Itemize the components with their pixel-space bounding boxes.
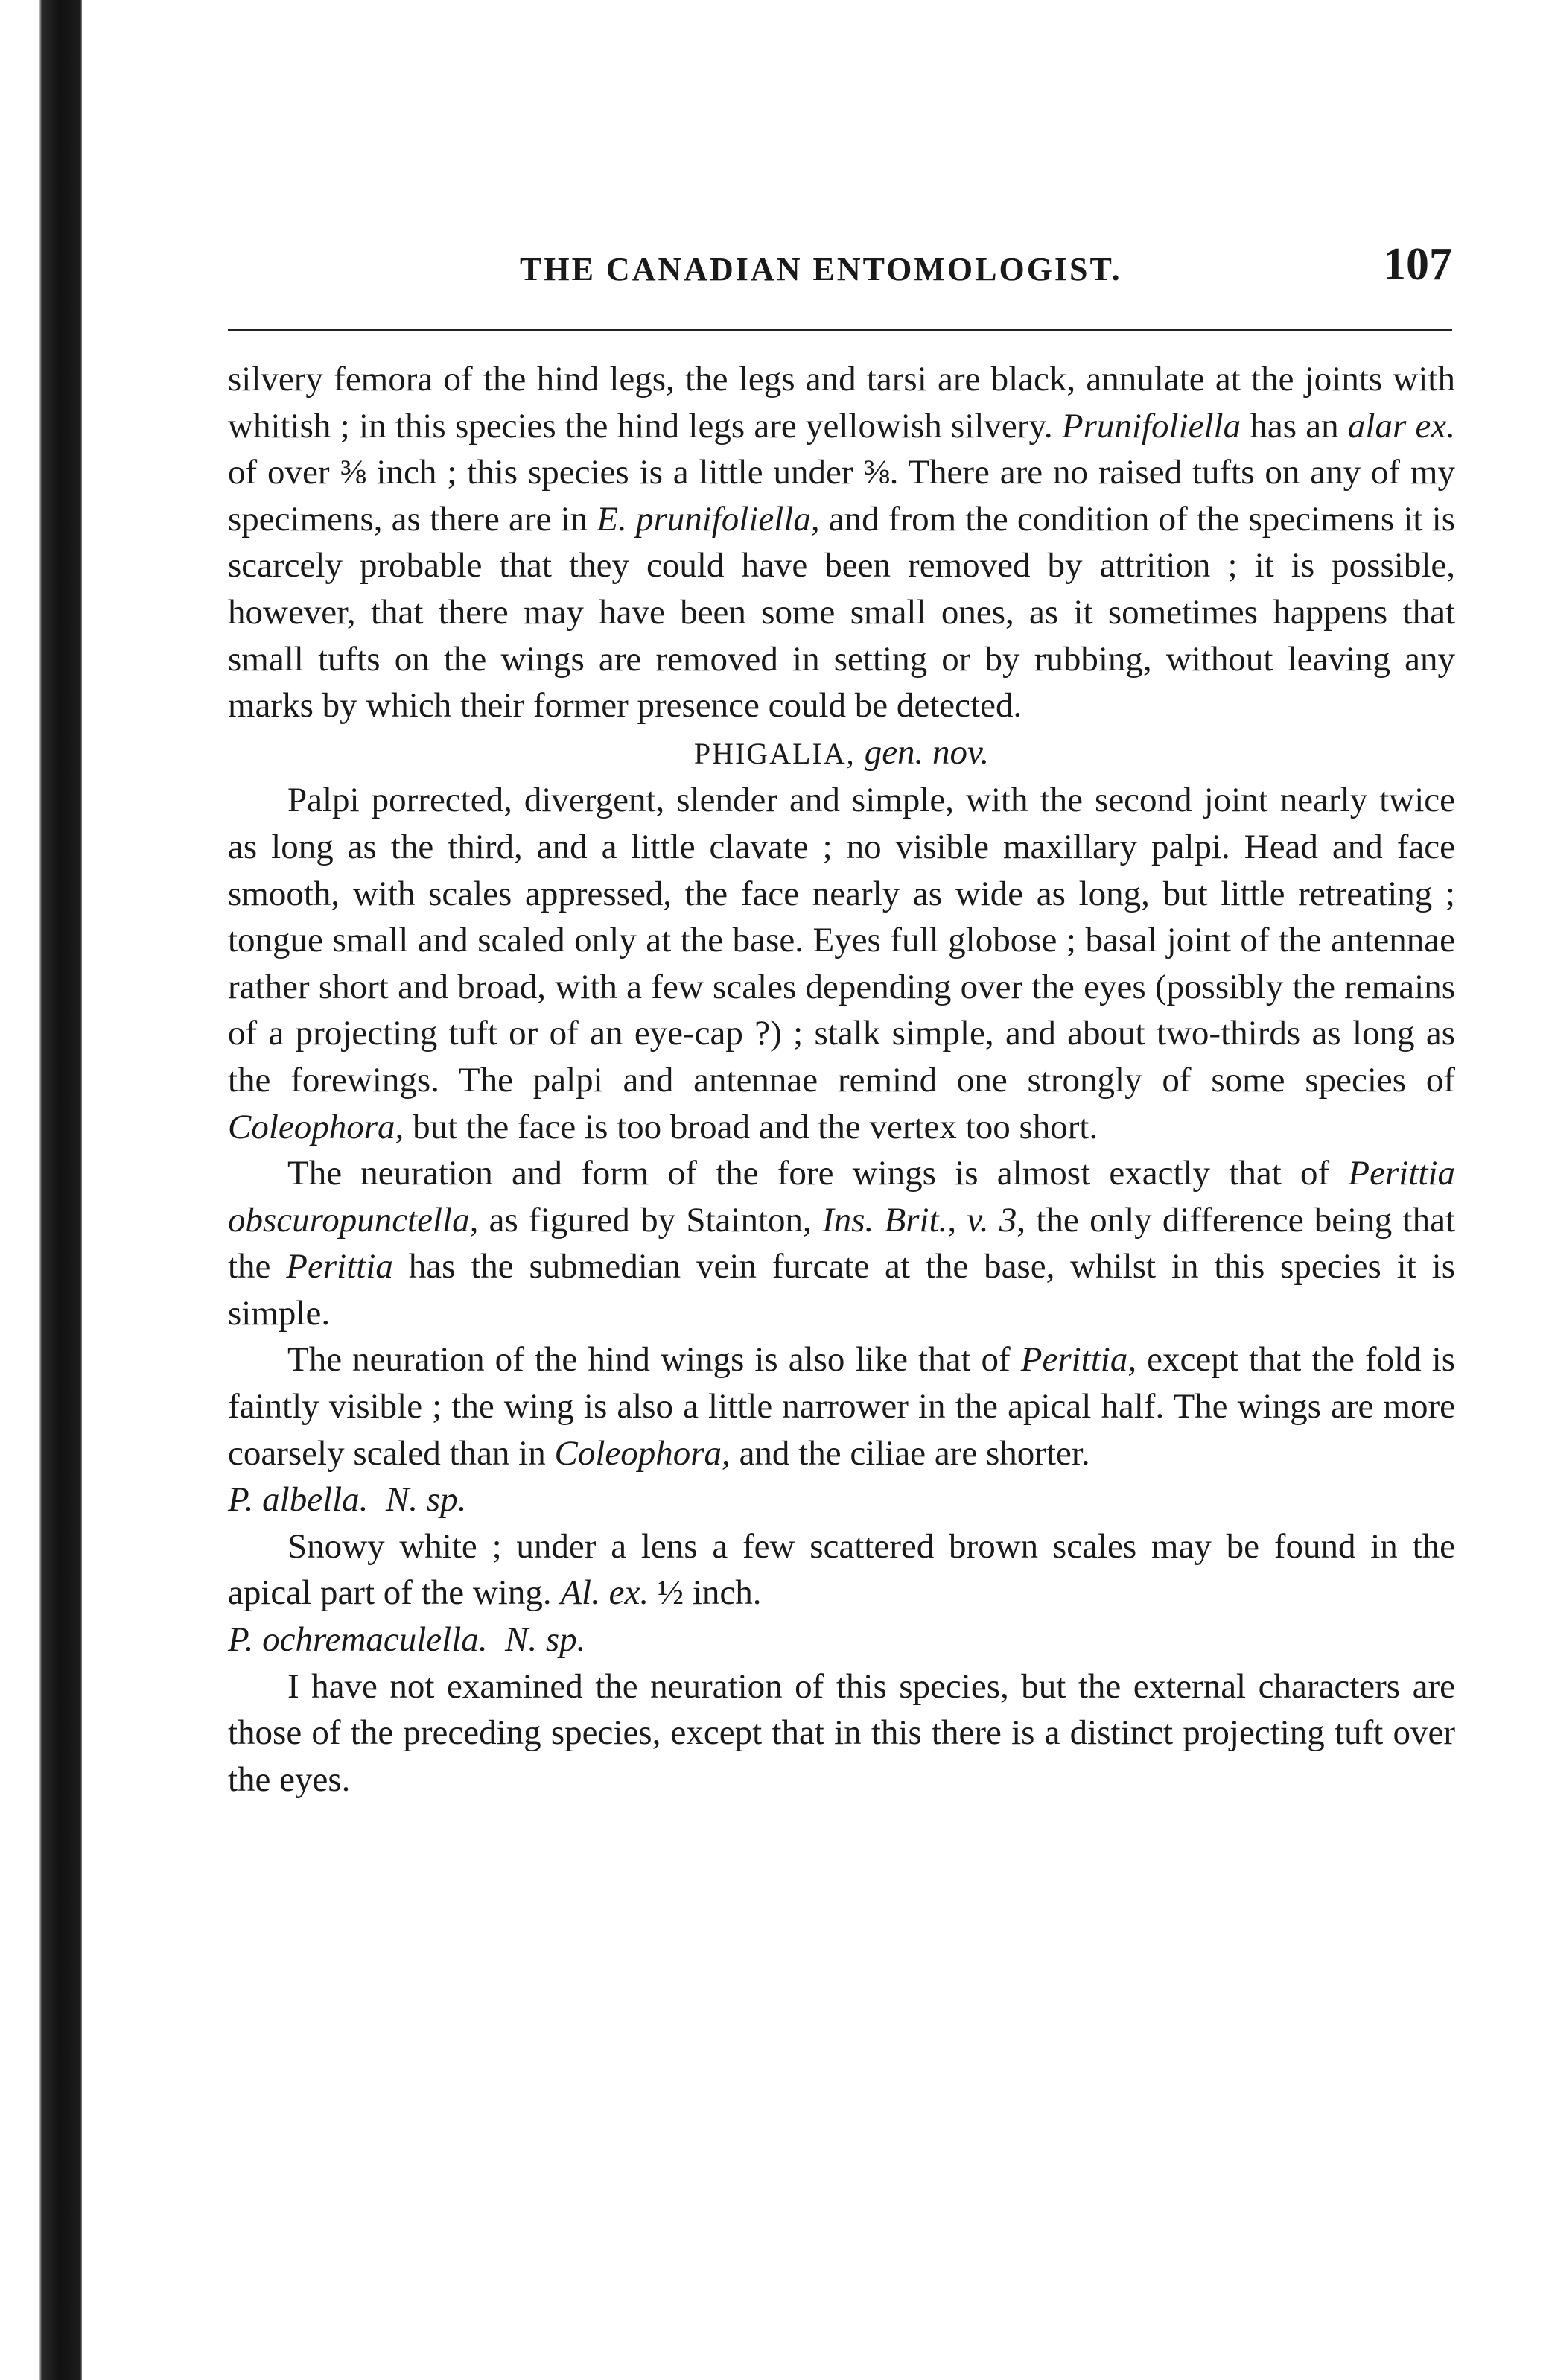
paragraph-genus-description: Palpi porrected, divergent, slender and simple, with the second joint nearly twice as long as the third, and a little clavate ; no visible maxillary palpi. Head and face smooth, with scales appressed, the face nearly as wide as long, but little retreating ; tongue small and scaled only at the base. Eyes full globose ; basal joint of the antennae rather short and broad, with a few scales depending over the eyes (possibly the remains of a projecting tuft or of an eye-cap ?) ; stalk simple, and about two-thirds as long as the forewings. The palpi and antennae remind one strongly of some species of Coleophora, but the face is too broad and the vertex too short.	[228, 781, 1455, 1146]
species-heading-ochremaculella: P. ochremaculella. N. sp.	[228, 1620, 586, 1660]
page-header	[223, 238, 1452, 298]
running-title: THE CANADIAN ENTOMOLOGIST.	[520, 251, 1122, 288]
species-heading-albella: P. albella. N. sp.	[228, 1480, 467, 1520]
paragraph-hind-wings: The neuration of the hind wings is also like that of Perittia, except that the fold is faintly visible ; the wing is also a little narrower in the apical half. The wings are more coarsely scaled than in Coleophora, and the ciliae are shorter.	[228, 1340, 1455, 1473]
paragraph-ochremaculella: I have not examined the neuration of this species, but the external characters are those of the preceding species, except that in this there is a distinct projecting tuft over the eyes.	[228, 1666, 1455, 1799]
article-body	[228, 356, 1455, 1803]
paragraph-continuation: silvery femora of the hind legs, the legs and tarsi are black, annulate at the joints with whitish ; in this species the hind legs are yellowish silvery. Prunifoliella has an alar ex. of over ⅜ inch ; this species is a little under ⅜. There are no raised tufts on any of my specimens, as there are in E. prunifoliella, and from the condition of the specimens it is scarcely probable that they could have been removed by attrition ; it is possible, however, that there may have been some small ones, as it sometimes happens that small tufts on the wings are removed in setting or by rubbing, without leaving any marks by which their former presence could be detected.	[228, 360, 1455, 726]
paragraph-albella: Snowy white ; under a lens a few scattered brown scales may be found in the apical part of the wing. Al. ex. ½ inch.	[228, 1526, 1455, 1613]
page-number: 107	[1383, 239, 1452, 290]
header-rule	[228, 329, 1452, 331]
paragraph-fore-wings: The neuration and form of the fore wings is almost exactly that of Perittia obscuropunctella, as figured by Stainton, Ins. Brit., v. 3, the only difference being that the Perittia has the submedian vein furcate at the base, whilst in this species it is simple.	[228, 1154, 1455, 1333]
genus-heading: PHIGALIA, gen. nov.	[693, 732, 990, 772]
page-binding-edge	[0, 0, 82, 2380]
